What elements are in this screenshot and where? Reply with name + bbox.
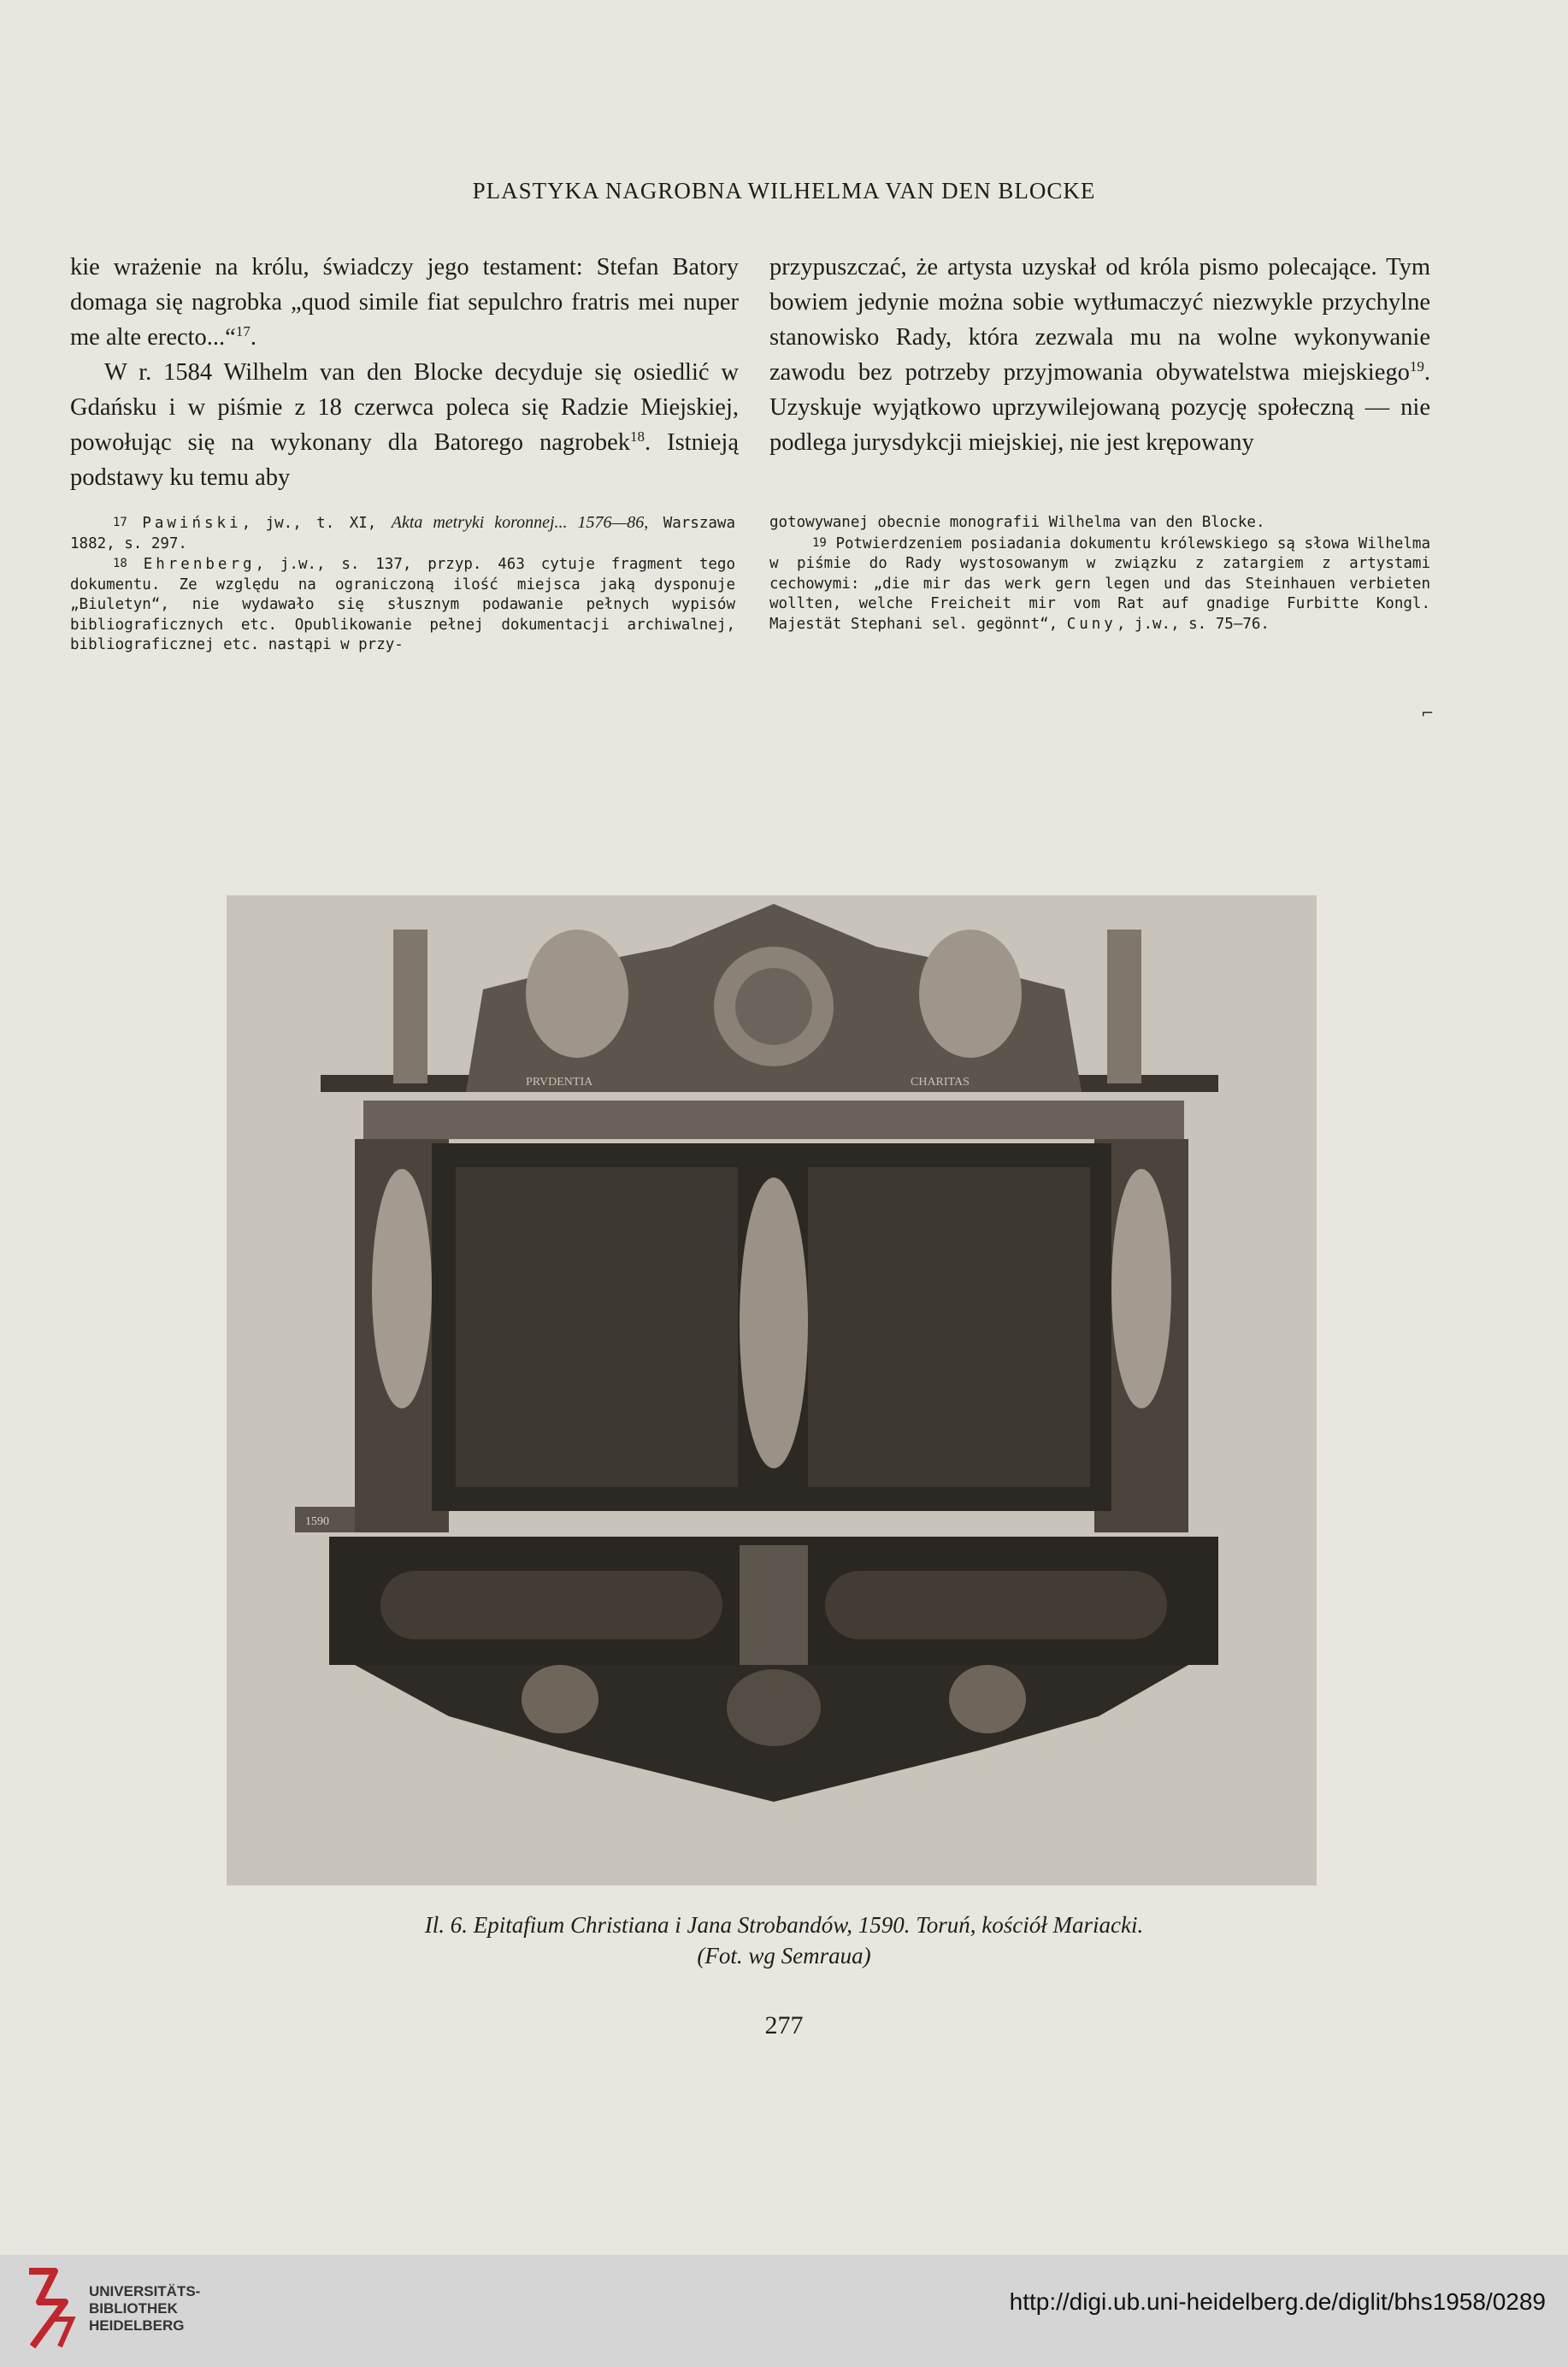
footnote-19: 19 Potwierdzeniem posiadania dokumentu królewskiego są słowa Wilhelma w piśmie do Rady wystosowanym w związku z zatargiem z artystami cechowymi: „die mir das werk gern legen und das Steinhauen verbieten wollten, welche Freicheit mir vom Rat auf gnadige Furbitte Kongl. Majestät Stephani sel. gegönnt“, Cuny, j.w., s. 75—76. — [769, 534, 1430, 633]
digital-library-url[interactable]: http://digi.ub.uni-heidelberg.de/diglit/bhs1958/0289 — [1009, 2288, 1546, 2315]
paragraph: W r. 1584 Wilhelm van den Blocke decyduje się osiedlić w Gdańsku i w piśmie z 18 czerwca poleca się Radzie Miejskiej, powołując się na wykonany dla Batorego nagrobek$^{18}$. Istnieją podstawy ku temu aby — [70, 359, 739, 491]
figure-caption — [0, 1910, 1568, 1971]
year-plaque: 1590 — [305, 1515, 329, 1528]
caption-line: Il. 6. Epitafium Christiana i Jana Strobandów, 1590. Toruń, kościół Mariacki. — [424, 1912, 1144, 1938]
footnote-ref[interactable]: 18 — [630, 428, 645, 445]
inscription-left: PRVDENTIA — [526, 1076, 593, 1089]
paragraph: przypuszczać, że artysta uzyskał od króla pismo polecające. Tym bowiem jedynie można sobie wytłumaczyć niezwykle przychylne stanowisko Rady, która zezwala mu na wolne wykonywanie zawodu bez potrzeby przyjmowania obywatelstwa miejskiego$^{19}$. Uzyskuje wyjątkowo uprzywilejowaną pozycję społeczną — nie podlega jurysdykcji miejskiej, nie jest krępowany — [769, 254, 1430, 456]
footnote-18: 18 Ehrenberg, j.w., s. 137, przyp. 463 cytuje fragment tego dokumentu. Ze względu na ograniczoną ilość miejsca jaką dysponuje „Biuletyn“, nie wydawało się słusznym podawanie pełnych wypisów bibliograficznych etc. Opublikowanie pełnej dokumentacji archiwalnej, bibliograficznej etc. nastąpi w przy- — [70, 556, 735, 653]
library-name: UNIVERSITÄTS- BIBLIOTHEK HEIDELBERG — [89, 2283, 201, 2334]
footnote-17: 17 Pawiński, jw., t. XI, Akta metryki koronnej... 1576—86, Warszawa 1882, s. 297. — [70, 513, 735, 552]
footnote-continuation: gotowywanej obecnie monografii Wilhelma van den Blocke. — [769, 514, 1265, 531]
running-title: PLASTYKA NAGROBNA WILHELMA VAN DEN BLOCKE — [472, 178, 1096, 204]
body-column-right — [769, 250, 1430, 460]
margin-mark: ⌐ — [1421, 705, 1435, 723]
university-library-logo-icon[interactable] — [21, 2268, 79, 2350]
page-number: 277 — [764, 2011, 804, 2039]
footnote-ref[interactable]: 17 — [235, 323, 251, 339]
caption-credit: (Fot. wg Semraua) — [697, 1943, 871, 1969]
epitaph-photograph — [227, 895, 1317, 1886]
inscription-right: CHARITAS — [911, 1076, 970, 1089]
footnote-ref[interactable]: 19 — [1409, 358, 1424, 375]
paragraph: kie wrażenie na królu, świadczy jego testament: Stefan Batory domaga się nagrobka „quod simile fiat sepulchro fratris mei nuper me alte erecto...“$^{17}$. — [70, 254, 739, 351]
body-column-left — [70, 250, 739, 495]
epitaph-illustration — [227, 895, 1317, 1886]
footnotes-right — [769, 513, 1430, 635]
footnotes-left — [70, 513, 735, 656]
